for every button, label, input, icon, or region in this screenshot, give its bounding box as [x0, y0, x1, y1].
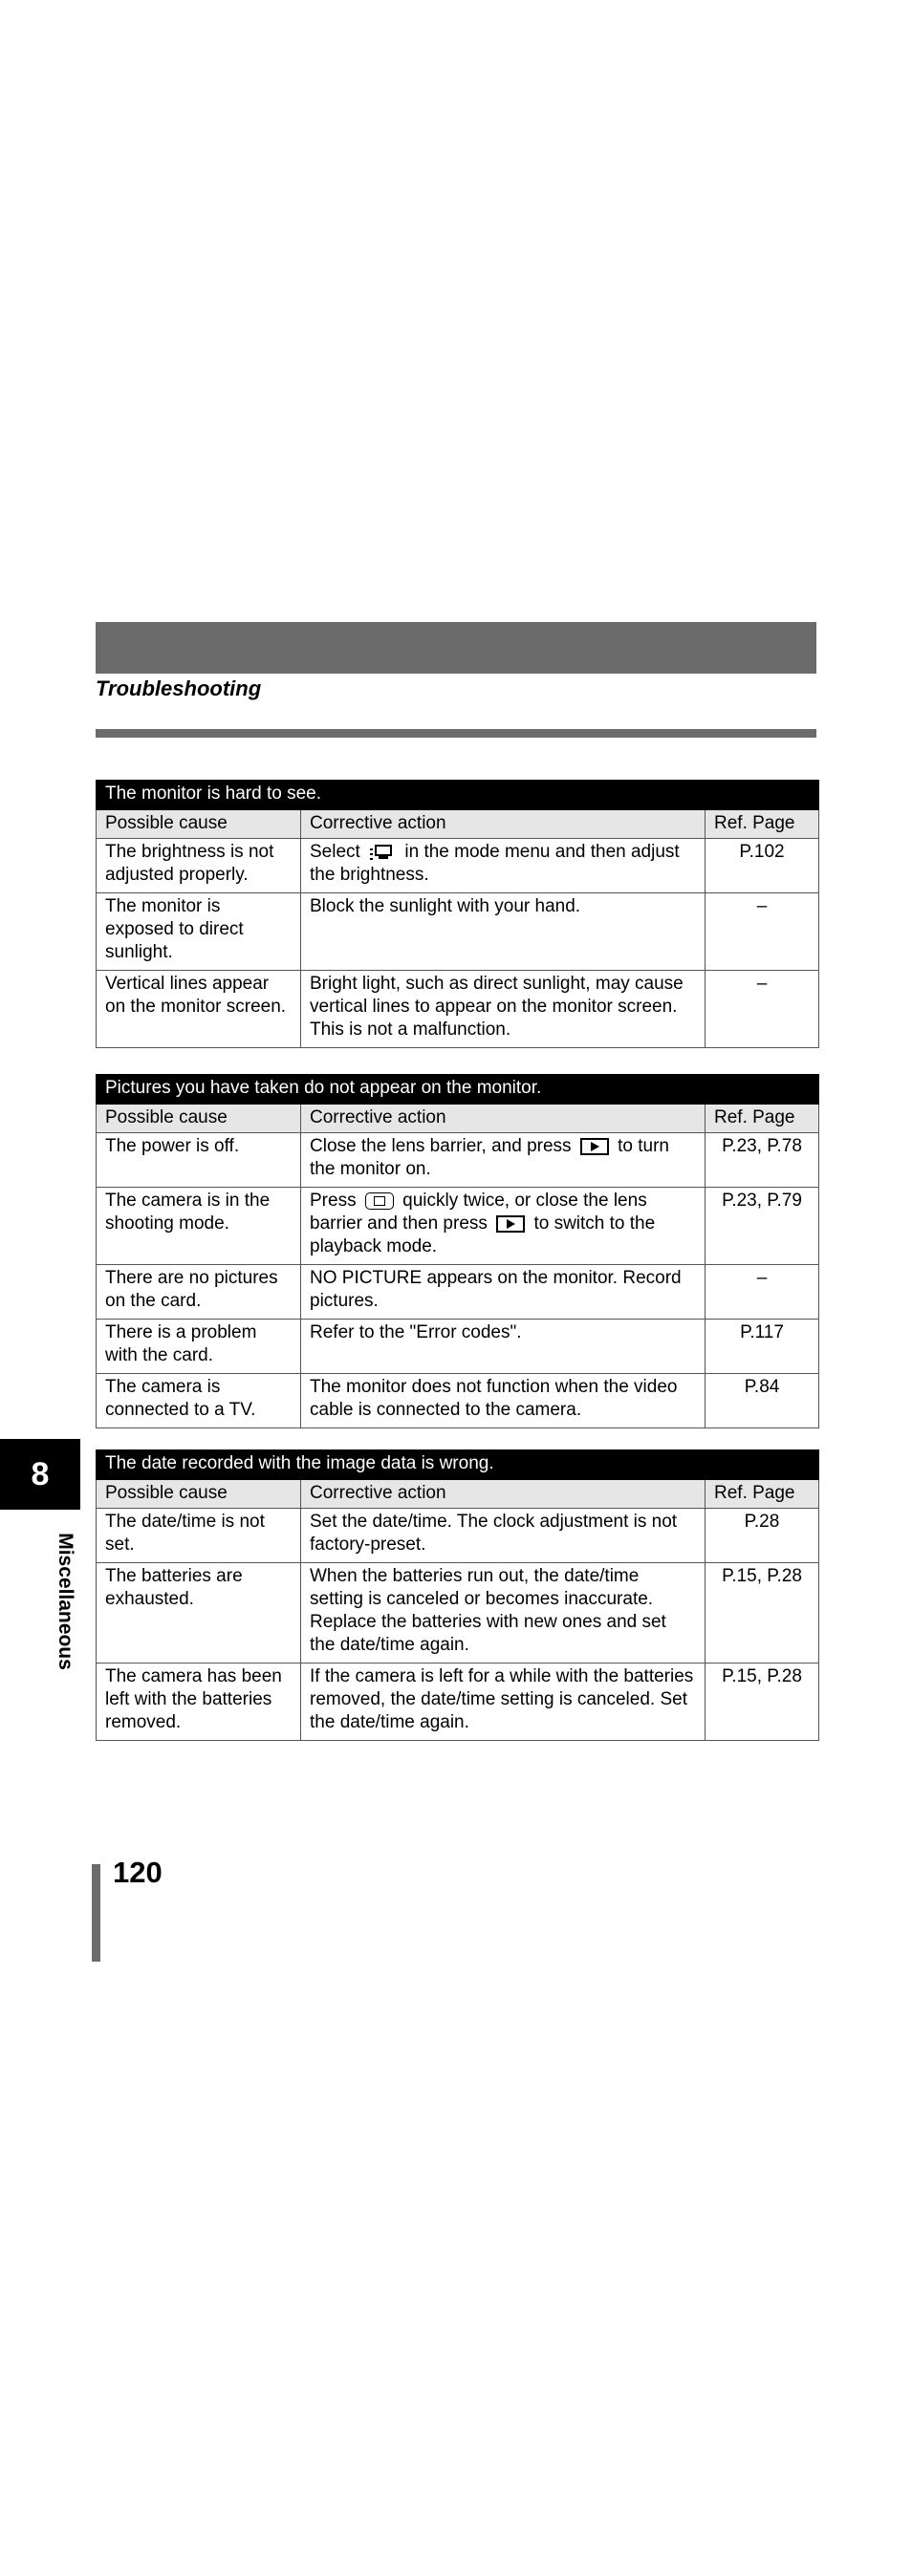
cause-cell: There are no pictures on the card. — [97, 1265, 301, 1320]
date-wrong-table — [96, 1449, 819, 1741]
table-row — [97, 1265, 819, 1320]
table-row — [97, 1509, 819, 1563]
chapter-label — [52, 1517, 80, 1689]
action-cell — [301, 1133, 706, 1188]
ref-page-cell: P.23, P.78 — [706, 1133, 819, 1188]
ref-page-cell: P.23, P.79 — [706, 1188, 819, 1265]
chapter-number-tab: 8 — [0, 1439, 80, 1510]
ref-page-cell: P.102 — [706, 839, 819, 893]
section-title: Troubleshooting — [96, 676, 262, 700]
ref-page-cell: P.84 — [706, 1374, 819, 1428]
action-text: quickly twice, or close the lens barrier and then press — [310, 1191, 647, 1234]
table-row — [97, 1664, 819, 1741]
action-text: Press — [310, 1191, 357, 1211]
cause-cell: The monitor is exposed to direct sunlight. — [97, 893, 301, 971]
action-cell — [301, 839, 706, 893]
cause-cell: The camera has been left with the batteries removed. — [97, 1664, 301, 1741]
action-text: Select — [310, 842, 360, 862]
column-header-ref: Ref. Page — [706, 1480, 819, 1509]
page-number: 120 — [113, 1856, 163, 1889]
ref-page-cell: P.15, P.28 — [706, 1664, 819, 1741]
monitor-hard-to-see-table — [96, 780, 819, 1048]
column-header-cause: Possible cause — [97, 810, 301, 839]
cause-cell: The date/time is not set. — [97, 1509, 301, 1563]
table-row — [97, 1133, 819, 1188]
column-header-ref: Ref. Page — [706, 810, 819, 839]
ref-page-cell: – — [706, 893, 819, 971]
action-text: Close the lens barrier, and press — [310, 1136, 572, 1156]
action-cell: When the batteries run out, the date/time setting is canceled or becomes inaccurate. Replace the batteries with new ones and set the date/time again. — [301, 1563, 706, 1664]
table-row — [97, 971, 819, 1048]
table-row — [97, 1188, 819, 1265]
column-header-action: Corrective action — [301, 1105, 706, 1133]
cause-cell: Vertical lines appear on the monitor screen. — [97, 971, 301, 1048]
column-header-ref: Ref. Page — [706, 1105, 819, 1133]
action-cell: Block the sunlight with your hand. — [301, 893, 706, 971]
action-text: in the mode menu and then adjust the brightness. — [310, 842, 680, 885]
column-header-cause: Possible cause — [97, 1105, 301, 1133]
action-cell: Refer to the "Error codes". — [301, 1320, 706, 1374]
ref-page-cell: P.15, P.28 — [706, 1563, 819, 1664]
table-row — [97, 1563, 819, 1664]
action-cell: The monitor does not function when the video cable is connected to the camera. — [301, 1374, 706, 1428]
column-header-action: Corrective action — [301, 810, 706, 839]
cause-cell: The batteries are exhausted. — [97, 1563, 301, 1664]
table-row — [97, 1374, 819, 1428]
cause-cell: The camera is in the shooting mode. — [97, 1188, 301, 1265]
action-text: to turn the monitor on. — [310, 1136, 669, 1179]
action-text: to switch to the playback mode. — [310, 1213, 656, 1256]
brightness-icon — [369, 843, 396, 862]
action-cell: NO PICTURE appears on the monitor. Record pictures. — [301, 1265, 706, 1320]
table-row — [97, 1320, 819, 1374]
section-rule — [96, 729, 816, 738]
action-cell: Set the date/time. The clock adjustment is not factory-preset. — [301, 1509, 706, 1563]
cause-cell: The power is off. — [97, 1133, 301, 1188]
column-header-cause: Possible cause — [97, 1480, 301, 1509]
ref-page-cell: P.28 — [706, 1509, 819, 1563]
chapter-label-text: Miscellaneous — [54, 1533, 76, 1670]
cause-cell: The camera is connected to a TV. — [97, 1374, 301, 1428]
column-header-action: Corrective action — [301, 1480, 706, 1509]
table-title: The date recorded with the image data is wrong. — [97, 1450, 819, 1480]
header-band — [96, 622, 816, 674]
ref-page-cell: – — [706, 1265, 819, 1320]
cause-cell: There is a problem with the card. — [97, 1320, 301, 1374]
play-icon — [580, 1138, 609, 1155]
table-row — [97, 893, 819, 971]
pictures-not-shown-table — [96, 1074, 819, 1428]
play-icon — [496, 1215, 525, 1233]
ref-page-cell: – — [706, 971, 819, 1048]
action-cell: If the camera is left for a while with the batteries removed, the date/time setting is canceled. Set the date/time again. — [301, 1664, 706, 1741]
table-row — [97, 839, 819, 893]
table-title: The monitor is hard to see. — [97, 781, 819, 810]
ref-page-cell: P.117 — [706, 1320, 819, 1374]
page-number-bar — [92, 1864, 100, 1962]
action-cell: Bright light, such as direct sunlight, may cause vertical lines to appear on the monitor screen. This is not a malfunction. — [301, 971, 706, 1048]
monitor-button-icon — [365, 1192, 394, 1210]
action-cell — [301, 1188, 706, 1265]
cause-cell: The brightness is not adjusted properly. — [97, 839, 301, 893]
table-title: Pictures you have taken do not appear on the monitor. — [97, 1075, 819, 1105]
